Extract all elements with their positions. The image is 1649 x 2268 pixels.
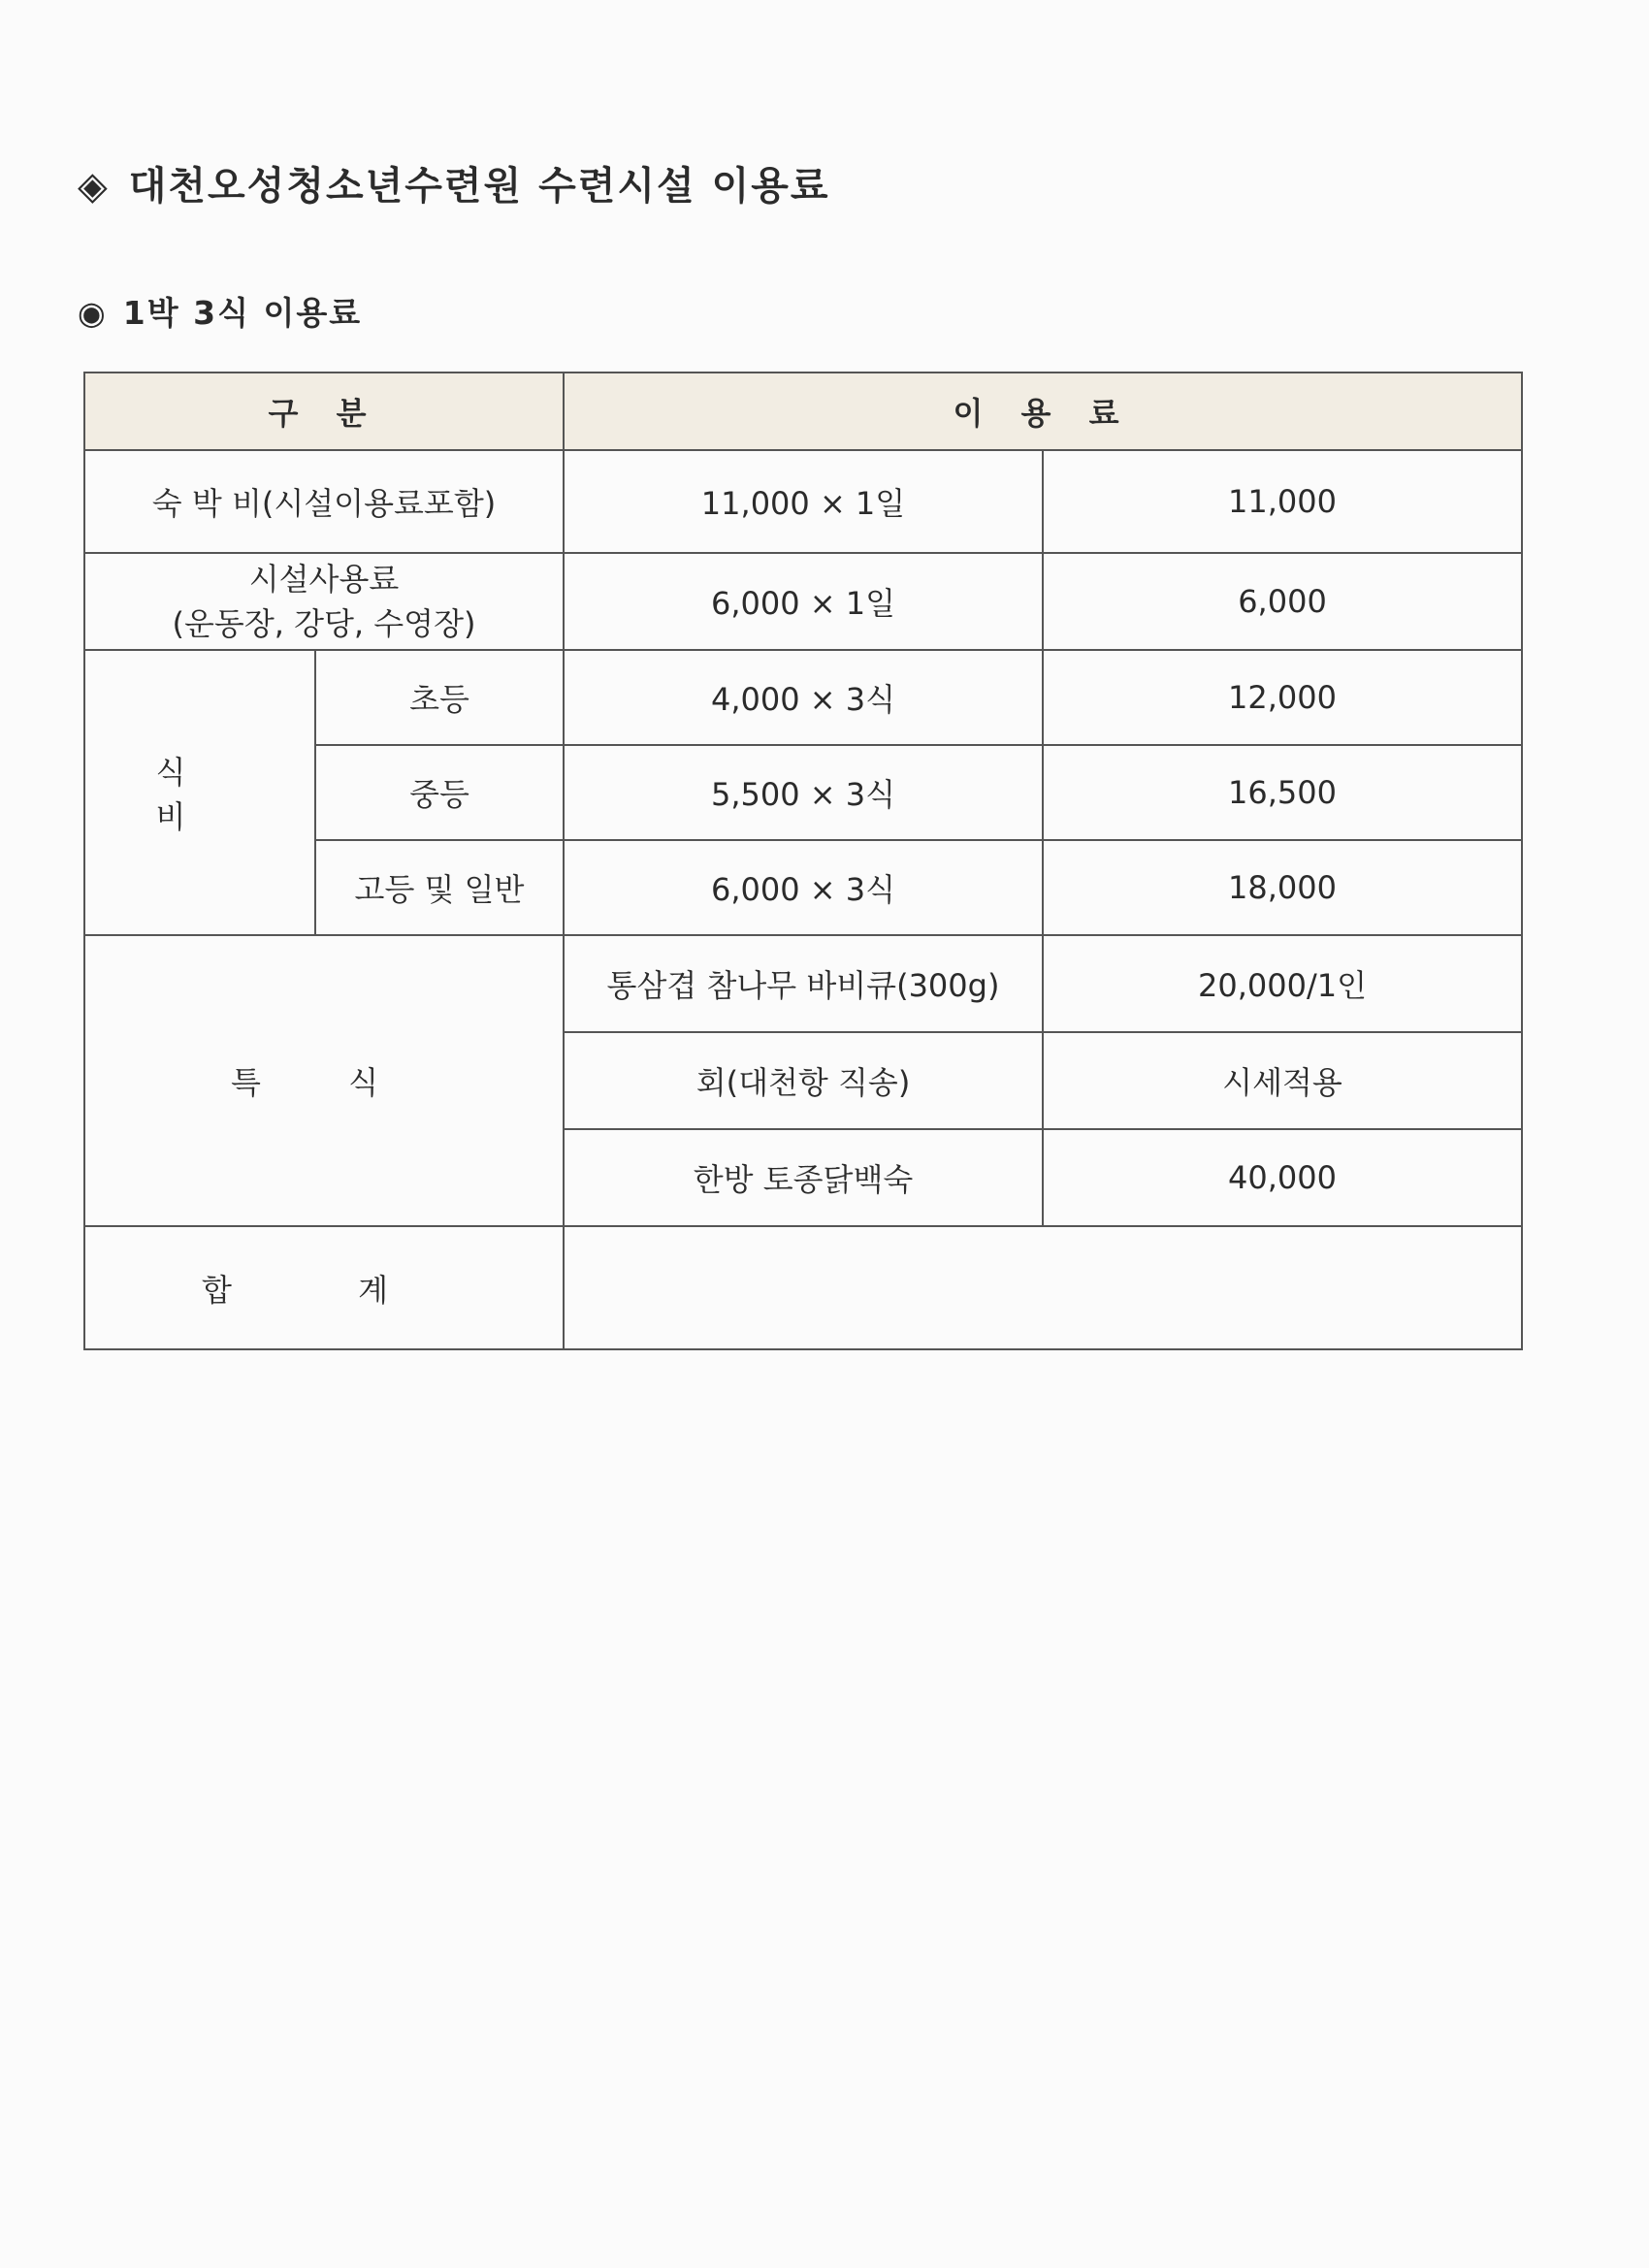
- meal-grade: 고등 및 일반: [315, 840, 564, 935]
- facility-calc: 6,000 × 1일: [564, 553, 1043, 650]
- meal-grade: 중등: [315, 745, 564, 840]
- facility-amount: 6,000: [1043, 553, 1522, 650]
- document-title-text: 대천오성청소년수련원 수련시설 이용료: [128, 164, 830, 209]
- table-header-row: [84, 373, 1522, 450]
- total-label: 합 계: [84, 1226, 564, 1349]
- header-category: 구 분: [84, 373, 564, 450]
- total-value: [564, 1226, 1522, 1349]
- special-item: 한방 토종닭백숙: [564, 1129, 1043, 1226]
- special-price: 20,000/1인: [1043, 935, 1522, 1032]
- special-label: 특 식: [84, 935, 564, 1226]
- table-row-special: [84, 935, 1522, 1032]
- table-row-lodging: [84, 450, 1522, 553]
- lodging-label: 숙 박 비(시설이용료포함): [84, 450, 564, 553]
- lodging-amount: 11,000: [1043, 450, 1522, 553]
- special-item: 회(대천항 직송): [564, 1032, 1043, 1129]
- meal-calc: 4,000 × 3식: [564, 650, 1043, 745]
- special-price: 40,000: [1043, 1129, 1522, 1226]
- meal-amount: 12,000: [1043, 650, 1522, 745]
- facility-label-line1: 시설사용료: [248, 561, 400, 598]
- meal-grade: 초등: [315, 650, 564, 745]
- special-item: 통삼겹 참나무 바비큐(300g): [564, 935, 1043, 1032]
- fee-table: [83, 372, 1523, 1350]
- lodging-calc: 11,000 × 1일: [564, 450, 1043, 553]
- section-title: [78, 288, 362, 334]
- facility-label: [84, 553, 564, 650]
- document-title: [78, 155, 830, 211]
- table-row-facility: [84, 553, 1522, 650]
- diamond-bullet-icon: ◈: [78, 164, 110, 209]
- meal-calc: 6,000 × 3식: [564, 840, 1043, 935]
- meal-calc: 5,500 × 3식: [564, 745, 1043, 840]
- circle-bullet-icon: ◉: [78, 294, 108, 332]
- meals-label: 식 비: [84, 650, 315, 935]
- table-row-meal: [84, 650, 1522, 745]
- special-price: 시세적용: [1043, 1032, 1522, 1129]
- meal-amount: 18,000: [1043, 840, 1522, 935]
- section-title-text: 1박 3식 이용료: [122, 294, 363, 332]
- meal-amount: 16,500: [1043, 745, 1522, 840]
- facility-label-line2: (운동장, 강당, 수영장): [172, 605, 476, 642]
- header-fee: 이 용 료: [564, 373, 1522, 450]
- table-row-total: [84, 1226, 1522, 1349]
